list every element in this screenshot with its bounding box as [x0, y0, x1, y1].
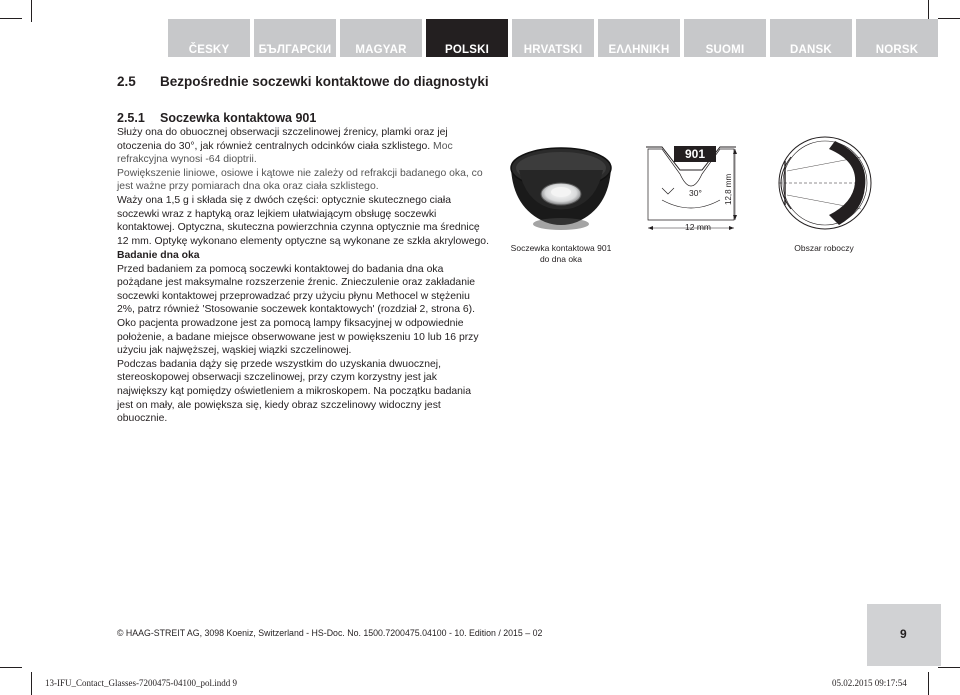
exam-section — [117, 249, 489, 426]
file-slug: 13-IFU_Contact_Glasses-7200475-04100_pol.indd 9 — [45, 678, 237, 688]
tab-ellinika[interactable]: ΕΛΛΗΝΙΚΗ — [598, 19, 680, 57]
intro-text — [117, 126, 489, 248]
model-label: 901 — [674, 146, 716, 162]
contact-lens-image — [505, 138, 617, 236]
lens-caption — [505, 243, 617, 265]
section-title: Bezpośrednie soczewki kontaktowe do diagnostyki — [160, 74, 489, 89]
language-tabs — [168, 19, 938, 57]
intro-sentence: Optykę wykonano elementy optyczne są wykonane ze szkła akrylowego. — [154, 235, 489, 247]
crop-mark — [31, 0, 32, 22]
tab-suomi[interactable]: SUOMI — [684, 19, 766, 57]
angle-label: 30° — [689, 188, 702, 198]
intro-sentence: Waży ona 1,5 g i składa się z dwóch części: optycznie skutecznego ciała soczewki wraz z haptyką oraz lejkiem ułatwiającym obsługę soczewki kontaktowej. — [117, 194, 452, 234]
print-timestamp: 05.02.2015 09:17:54 — [832, 678, 907, 688]
exam-paragraph: Przed badaniem za pomocą soczewki kontaktowej do badania dna oka pożądane jest maksymalne rozszerzenie źrenic. Znieczulenie oraz zakładanie soczewki kontaktowej przeprowadzać przy użyciu płynu Methocel w stężeniu 2%, patrz również 'Stosowanie soczewek kontaktowych' (rozdział 2, strona 6). — [117, 263, 476, 316]
lens-caption-line: do dna oka — [539, 254, 583, 264]
exam-paragraph: Oko pacjenta prowadzone jest za pomocą lampy fiksacyjnej w odpowiednie położenie, a badane miejsce obserwowane jest w powiększeniu 10 lub 16 przy użyciu jak najwęższej, wąskiej wiązki szczelinowej. — [117, 317, 479, 357]
intro-sentence: Moc refrakcyjna wynosi -64 dioptrii. — [117, 140, 453, 166]
tab-norsk[interactable]: NORSK — [856, 19, 938, 57]
subsection-number: 2.5.1 — [117, 111, 145, 125]
crop-mark — [928, 672, 929, 695]
copyright-text: © HAAG-STREIT AG, 3098 Koeniz, Switzerland - HS-Doc. No. 1500.7200475.04100 - 10. Edition / 2015 – 02 — [117, 628, 543, 638]
exam-paragraph: Podczas badania dąży się przede wszystkim do uzyskania dwuocznej, stereoskopowej obserwacji szczelinowej, przy czym korzystny jest jak największy kąt pomiędzy oświetleniem a mikroskopem. Na początku badania jest on mały, ale powiększa się, kiedy obraz szczelinowy widoczny jest obuocznie. — [117, 358, 472, 425]
tab-dansk[interactable]: DANSK — [770, 19, 852, 57]
eye-caption: Obszar roboczy — [794, 243, 854, 253]
eye-working-area-diagram — [765, 127, 875, 239]
subsection-title: Soczewka kontaktowa 901 — [160, 111, 317, 125]
tab-polski[interactable]: POLSKI — [426, 19, 508, 57]
exam-heading: Badanie dna oka — [117, 250, 200, 261]
lens-caption-line: Soczewka kontaktowa 901 — [510, 243, 612, 253]
tab-magyar[interactable]: MAGYAR — [340, 19, 422, 57]
tab-cesky[interactable]: ČESKY — [168, 19, 250, 57]
crop-mark — [31, 672, 32, 695]
height-label: 12,8 mm — [724, 173, 733, 205]
tab-hrvatski[interactable]: HRVATSKI — [512, 19, 594, 57]
crop-mark — [0, 18, 22, 19]
page-number: 9 — [900, 627, 907, 641]
crop-mark — [0, 667, 22, 668]
intro-sentence: Służy ona do obuocznej obserwacji szczelinowej źrenicy, plamki oraz jej otoczenia do 30°, jak również centralnych odcinków ciała szklistego. — [117, 127, 448, 152]
intro-sentence: Powiększenie liniowe, osiowe i kątowe nie zależy od refrakcji badanego oka, co jest ważne przy pomiarach dna oka oraz ciała szklistego. — [117, 167, 483, 193]
tab-bulgarski[interactable]: БЪЛГАРСКИ — [254, 19, 336, 57]
crop-mark — [938, 18, 960, 19]
intro-sentence: Optyczna, skuteczna powierzchnia czynna optycznie ma średnicę 12 mm. — [117, 222, 480, 247]
section-number: 2.5 — [117, 74, 136, 89]
crop-mark — [938, 667, 960, 668]
width-label: 12 mm — [685, 222, 711, 232]
